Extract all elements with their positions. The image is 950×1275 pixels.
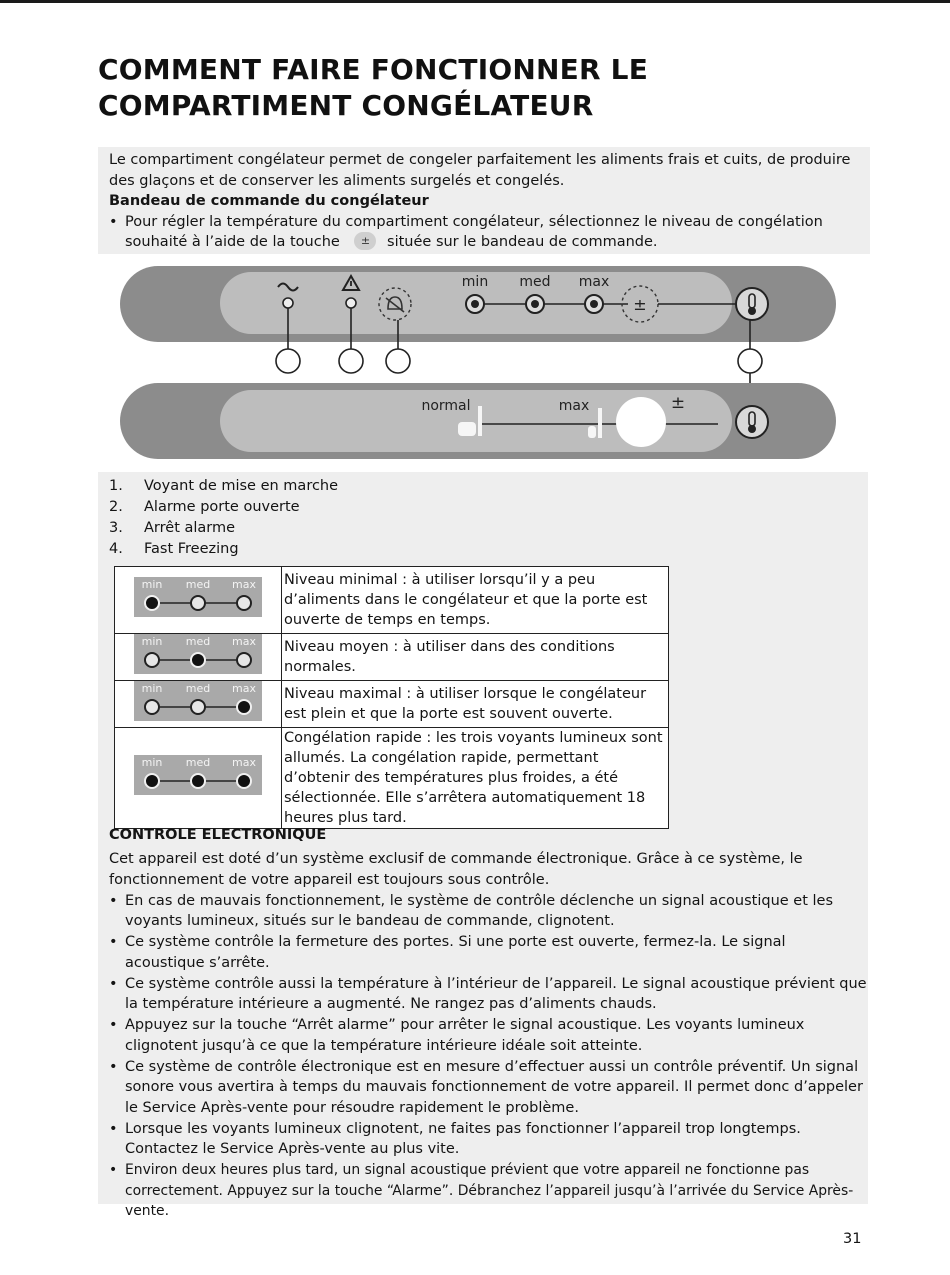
panel-med-label: med [519, 274, 551, 290]
freezing-levels-table [114, 566, 669, 829]
normal-indicator [458, 422, 476, 436]
thermometer-icon [736, 406, 768, 438]
controle-bullet-text: Ce système contrôle aussi la température à l’intérieur de l’appareil. Le signal acoustique prévient que la température intérieure a augmenté. Ne rangez pas d’aliments chauds. [125, 975, 867, 1012]
level-description: Niveau minimal : à utiliser lorsqu’il y a peu d’aliments dans le congélateur et que la porte est ouverte de temps en temps. [282, 567, 669, 634]
level-min-label: min [141, 756, 163, 769]
thermometer-icon [736, 288, 768, 320]
bullet-dot: • [109, 1162, 118, 1178]
controle-bullet-text: Appuyez sur la touche “Arrêt alarme” pour arrêter le signal acoustique. Les voyants lumineux clignotent jusqu’à ce que la température intérieure idéale soit atteinte. [125, 1017, 805, 1054]
level-row [115, 567, 669, 634]
level-max-led [237, 596, 251, 610]
legend-label: Fast Freezing [144, 541, 239, 557]
controle-section [109, 849, 869, 1222]
level-description: Niveau maximal : à utiliser lorsque le congélateur est plein et que la porte est souvent ouverte. [282, 681, 669, 728]
controle-bullet-text: Lorsque les voyants lumineux clignotent, ne faites pas fonctionner l’appareil trop longtemps. Contactez le Service Après-vente au plus vite. [125, 1120, 801, 1157]
callout-4 [738, 349, 762, 373]
level-med-led [191, 774, 205, 788]
level-max-led [237, 700, 251, 714]
legend-item [109, 497, 338, 518]
intro-bullet-text-before: Pour régler la température du compartiment congélateur, sélectionnez le niveau de congélation souhaité à l’aide de la touche [125, 213, 823, 250]
bullet-dot: • [109, 213, 118, 230]
level-min-label: min [141, 635, 163, 648]
level-indicator-cell [115, 567, 282, 634]
panel-plusminus-label: ± [633, 295, 647, 314]
level-row [115, 681, 669, 728]
level-min-led [145, 774, 159, 788]
level-description: Congélation rapide : les trois voyants lumineux sont allumés. La congélation rapide, permettant d’obtenir des températures plus froides, a été sélectionnée. Elle s’arrêtera automatiquement 18 heures plus tard. [282, 728, 669, 829]
section-heading: CONTROLE ELECTRONIQUE [109, 827, 327, 843]
controle-bullet-text: Ce système de contrôle électronique est en mesure d’effectuer aussi un contrôle préventif. Un signal sonore vous avertira à temps du mauvais fonctionnement de votre appareil. Il permet donc d’appeler le Service Après-vente pour résoudre rapidement le problème. [125, 1058, 863, 1116]
level-max-label: max [232, 635, 256, 648]
level-min-label: min [141, 682, 163, 695]
control-panel-svg [98, 262, 870, 462]
level-med-label: med [185, 756, 211, 769]
level-min-led [145, 653, 159, 667]
panel-min-label: min [461, 274, 489, 290]
level-max-label: max [232, 578, 256, 591]
panel-bottom-max-label: max [558, 398, 590, 414]
level-min-led [145, 700, 159, 714]
bullet-dot: • [109, 1120, 118, 1137]
legend-num: 1. [109, 478, 123, 494]
controle-bullet-text: Ce système contrôle la fermeture des portes. Si une porte est ouverte, fermez-la. Le signal acoustique s’arrête. [125, 934, 786, 971]
panel-bottom-plusminus-label: ± [670, 393, 686, 413]
legend-num: 3. [109, 520, 123, 536]
controle-bullet [109, 1119, 869, 1160]
controle-bullet [109, 974, 869, 1015]
control-panel-illustration [98, 262, 870, 462]
controle-bullet [109, 1057, 869, 1119]
top-rule [0, 0, 950, 3]
legend-item [109, 539, 338, 560]
level-med-led [191, 596, 205, 610]
callout-3 [386, 349, 410, 373]
controle-bullet [109, 891, 869, 932]
level-med-label: med [185, 682, 211, 695]
level-med-label: med [185, 578, 211, 591]
panel-normal-label: normal [421, 398, 471, 414]
legend-num: 4. [109, 541, 123, 557]
bullet-dot: • [109, 975, 118, 992]
level-indicator-cell [115, 634, 282, 681]
intro-paragraph: Le compartiment congélateur permet de congeler parfaitement les aliments frais et cuits, de produire des glaçons et de conserver les aliments surgelés et congelés. [109, 152, 851, 189]
level-description: Niveau moyen : à utiliser dans des conditions normales. [282, 634, 669, 681]
level-indicator-cell [115, 728, 282, 829]
legend-label: Voyant de mise en marche [144, 478, 339, 494]
intro-bullet-text-after: située sur le bandeau de commande. [387, 234, 658, 250]
legend-label: Alarme porte ouverte [144, 499, 300, 515]
bottom-selector-knob [616, 397, 666, 447]
intro-subheading: Bandeau de commande du congélateur [109, 193, 429, 209]
page-number: 31 [843, 1231, 862, 1247]
level-min-label: min [141, 578, 163, 591]
controle-bullet [109, 1015, 869, 1056]
controle-bullet [109, 1160, 869, 1222]
level-med-label: med [185, 635, 211, 648]
level-med-led [191, 653, 205, 667]
bullet-dot: • [109, 892, 118, 909]
level-max-label: max [232, 682, 256, 695]
max-indicator [588, 426, 596, 438]
level-max-led [237, 653, 251, 667]
level-row [115, 728, 669, 829]
controle-bullet [109, 932, 869, 973]
controle-paragraph: Cet appareil est doté d’un système exclusif de commande électronique. Grâce à ce système, le fonctionnement de votre appareil est toujours sous contrôle. [109, 851, 803, 888]
page-title: COMMENT FAIRE FONCTIONNER LE COMPARTIMENT CONGÉLATEUR [98, 53, 649, 122]
panel-max-label: max [578, 274, 610, 290]
level-max-led [237, 774, 251, 788]
controle-bullet-text: Environ deux heures plus tard, un signal acoustique prévient que votre appareil ne fonctionne pas correctement. Appuyez sur la touche “Alarme”. Débranchez l’appareil jusqu’à l’arrivée du Service Après-vente. [125, 1162, 854, 1219]
controle-bullet-text: En cas de mauvais fonctionnement, le système de contrôle déclenche un signal acoustique et les voyants lumineux, situés sur le bandeau de commande, clignotent. [125, 892, 834, 929]
plus-minus-button-icon: ± [354, 232, 376, 250]
legend-label: Arrêt alarme [144, 520, 236, 536]
bullet-dot: • [109, 1058, 118, 1075]
intro-bullet [109, 212, 870, 253]
legend-item [109, 476, 338, 497]
level-indicator-svg [134, 577, 262, 617]
numbered-legend [109, 476, 338, 560]
level-min-led [145, 596, 159, 610]
level-indicator-svg [134, 634, 262, 674]
bullet-dot: • [109, 934, 118, 950]
level-indicator-svg [134, 681, 262, 721]
level-indicator-svg [134, 755, 262, 795]
callout-2 [339, 349, 363, 373]
level-med-led [191, 700, 205, 714]
power-led [283, 298, 293, 308]
legend-item [109, 518, 338, 539]
level-row [115, 634, 669, 681]
door-alarm-led [346, 298, 356, 308]
legend-num: 2. [109, 499, 123, 515]
callout-1 [276, 349, 300, 373]
level-max-label: max [232, 756, 256, 769]
intro-box [98, 147, 870, 254]
bullet-dot: • [109, 1017, 118, 1033]
level-indicator-cell [115, 681, 282, 728]
